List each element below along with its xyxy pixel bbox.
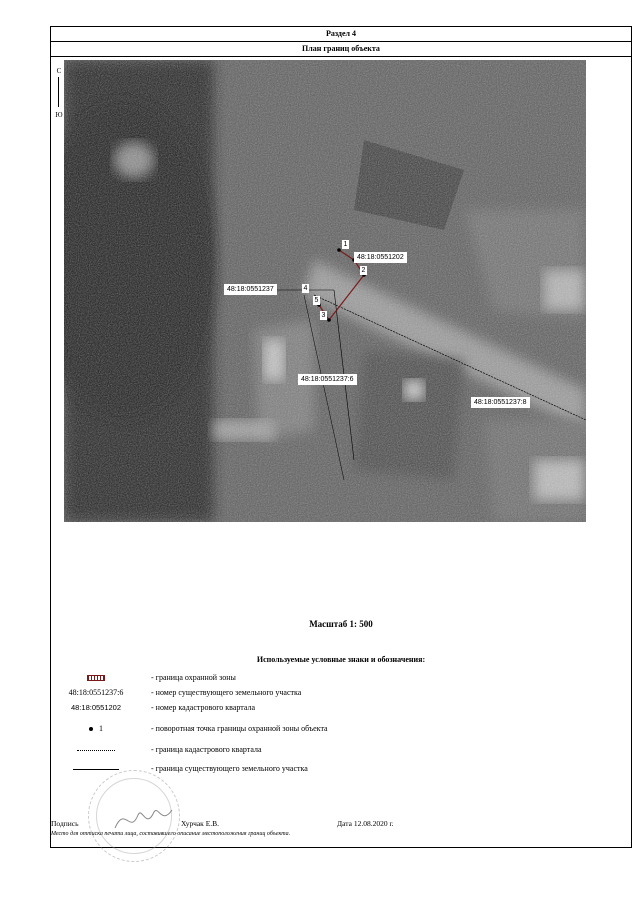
point-dot-icon bbox=[89, 727, 93, 731]
legend-text: - поворотная точка границы охранной зоны объекта bbox=[151, 724, 328, 733]
document-frame bbox=[50, 26, 632, 848]
legend-item bbox=[51, 703, 631, 717]
page-title: План границ объекта bbox=[51, 42, 631, 57]
sign-label: Подпись bbox=[51, 819, 79, 828]
legend-text: - граница охранной зоны bbox=[151, 673, 236, 682]
point-label: 2 bbox=[361, 267, 366, 274]
parcel-right-label: 48:18:0551237:8 bbox=[471, 397, 530, 408]
stamp-note: Место для оттиска печати лица, составившего описание местоположения границ объекта. bbox=[51, 831, 291, 837]
point-label: 5 bbox=[314, 297, 319, 304]
legend-item bbox=[51, 673, 631, 687]
legend-point-number: 1 bbox=[99, 724, 103, 733]
orthophoto-image bbox=[64, 60, 586, 522]
legend-symbol-turning-point bbox=[51, 724, 141, 733]
legend-text: - номер существующего земельного участка bbox=[151, 688, 302, 697]
section-header: Раздел 4 bbox=[51, 27, 631, 42]
legend-symbol-quarter-number: 48:18:0551202 bbox=[70, 703, 122, 712]
north-label: С bbox=[56, 67, 62, 75]
legend-item bbox=[51, 745, 631, 759]
orthophoto-map bbox=[64, 60, 586, 522]
north-arrow-line bbox=[58, 77, 59, 107]
legend-item bbox=[51, 688, 631, 702]
parcel-center-label: 48:18:0551237:6 bbox=[298, 374, 357, 385]
sign-date: Дата 12.08.2020 г. bbox=[337, 819, 394, 828]
parcel-left-label: 48:18:0551237 bbox=[224, 284, 277, 295]
legend-title: Используемые условные знаки и обозначения: bbox=[256, 655, 426, 664]
signer-name: Хурчак Е.В. bbox=[181, 819, 220, 828]
point-label: 3 bbox=[321, 312, 326, 319]
legend-text: - граница существующего земельного участка bbox=[151, 764, 308, 773]
legend-text: - граница кадастрового квартала bbox=[151, 745, 262, 754]
legend-symbol-zone-border bbox=[51, 673, 141, 682]
legend-text: - номер кадастрового квартала bbox=[151, 703, 256, 712]
legend-item bbox=[51, 724, 631, 738]
legend-symbol-quarter-border bbox=[51, 745, 141, 754]
legend-symbol-parcel-number: 48:18:0551237:6 bbox=[68, 688, 124, 697]
signature-icon bbox=[110, 800, 180, 840]
south-label: Ю bbox=[55, 111, 63, 119]
quarter-label: 48:18:0551202 bbox=[354, 252, 407, 263]
scale-label: Масштаб 1: 500 bbox=[309, 619, 373, 629]
point-label: 4 bbox=[303, 285, 308, 292]
point-label: 1 bbox=[343, 241, 348, 248]
